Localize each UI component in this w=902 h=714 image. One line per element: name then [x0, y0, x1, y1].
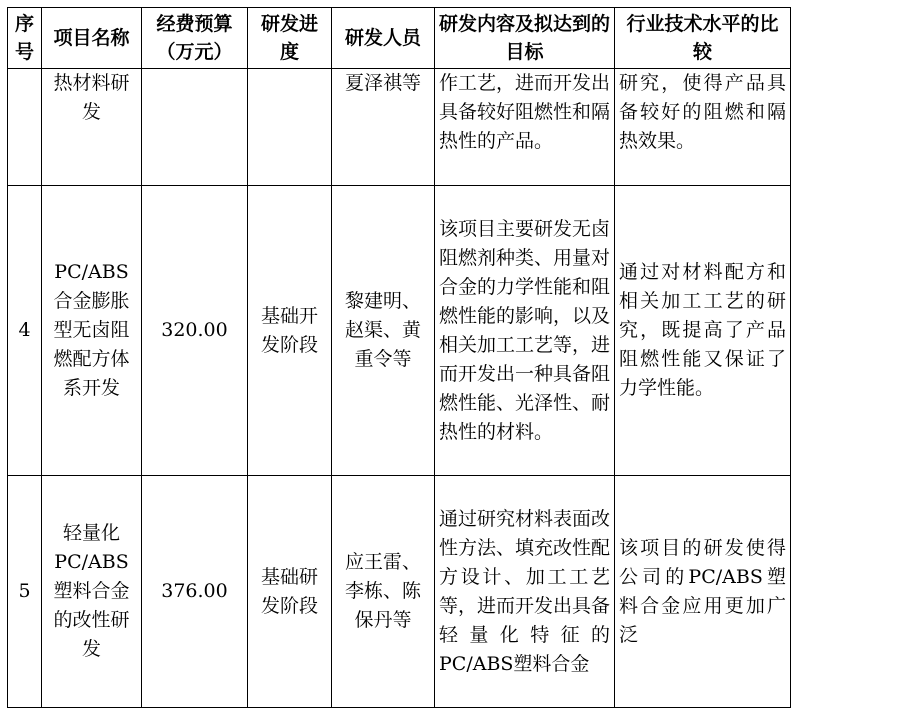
header-content: 研发内容及拟达到的目标: [435, 8, 615, 69]
row-seq: 5: [8, 476, 42, 708]
row-level: 通过对材料配方和相关加工工艺的研究，既提高了产品阻燃性能又保证了力学性能。: [615, 186, 791, 476]
row-people: 夏泽祺等: [332, 69, 435, 186]
header-name: 项目名称: [42, 8, 142, 69]
row-content: 该项目主要研发无卤阻燃剂种类、用量对合金的力学性能和阻燃性能的影响，以及相关加工工艺等，进而开发出一种具备阻燃性能、光泽性、耐热性的材料。: [435, 186, 615, 476]
row-stage: 基础研发阶段: [248, 476, 332, 708]
row-seq: 4: [8, 186, 42, 476]
row-people: 黎建明、赵渠、黄重令等: [332, 186, 435, 476]
row-budget: 376.00: [142, 476, 248, 708]
header-seq: 序号: [8, 8, 42, 69]
header-row: [8, 8, 791, 69]
header-people: 研发人员: [332, 8, 435, 69]
row-name: 热材料研发: [42, 69, 142, 186]
header-stage: 研发进度: [248, 8, 332, 69]
row-content: 通过研究材料表面改性方法、填充改性配方设计、加工工艺等，进而开发出具备轻量化特征的PC/ABS塑料合金: [435, 476, 615, 708]
row-budget: 320.00: [142, 186, 248, 476]
row-seq: [8, 69, 42, 186]
table-row: [8, 186, 791, 476]
row-name: PC/ABS合金膨胀型无卤阻燃配方体系开发: [42, 186, 142, 476]
row-name: 轻量化PC/ABS塑料合金的改性研发: [42, 476, 142, 708]
rd-projects-table: [7, 7, 791, 708]
row-level: 研究，使得产品具备较好的阻燃和隔热效果。: [615, 69, 791, 186]
row-content: 作工艺，进而开发出具备较好阻燃性和隔热性的产品。: [435, 69, 615, 186]
row-level: 该项目的研发使得公司的PC/ABS塑料合金应用更加广泛: [615, 476, 791, 708]
header-budget: 经费预算（万元）: [142, 8, 248, 69]
table-row: [8, 69, 791, 186]
row-stage: 基础开发阶段: [248, 186, 332, 476]
row-people: 应王雷、李栋、陈保丹等: [332, 476, 435, 708]
table-row: [8, 476, 791, 708]
row-stage: [248, 69, 332, 186]
row-budget: [142, 69, 248, 186]
header-level: 行业技术水平的比较: [615, 8, 791, 69]
